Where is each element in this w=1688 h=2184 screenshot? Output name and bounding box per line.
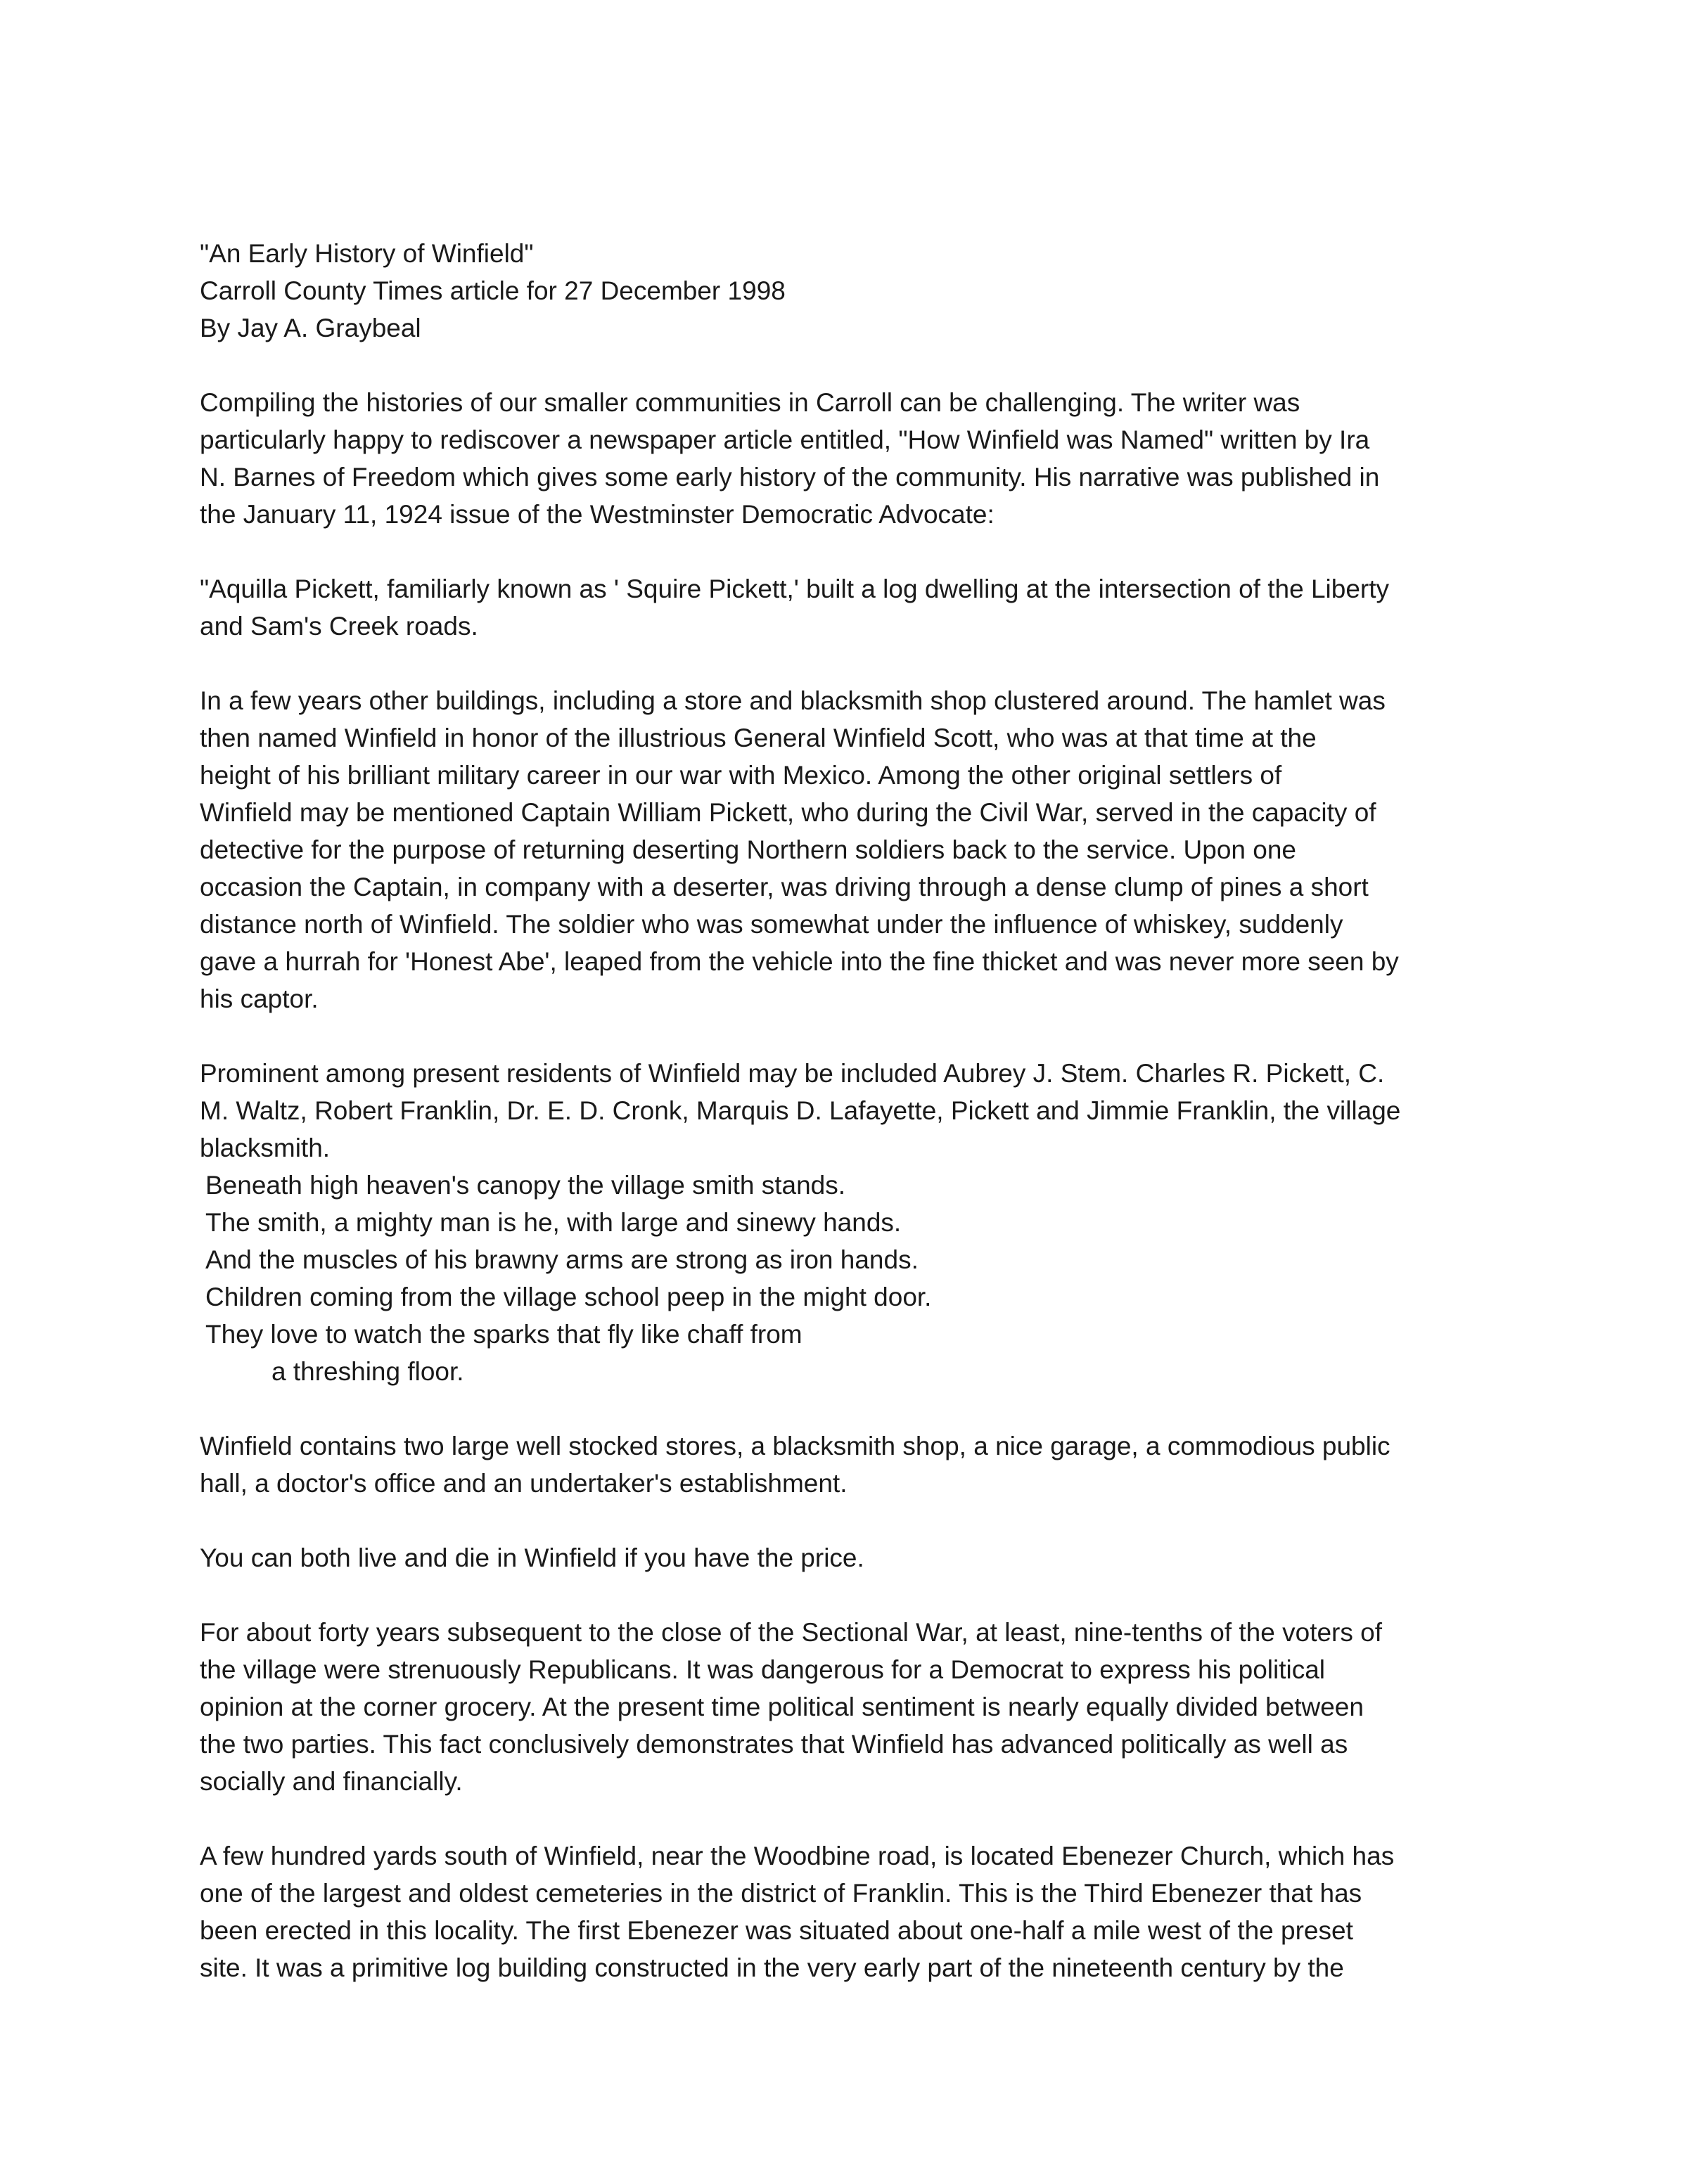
publication-line: Carroll County Times article for 27 December 1998 — [200, 276, 786, 305]
article-header — [200, 235, 1508, 347]
poem-line: The smith, a mighty man is he, with large and sinewy hands. — [205, 1208, 902, 1237]
paragraph-businesses: Winfield contains two large well stocked stores, a blacksmith shop, a nice garage, a commodious public hall, a doctor's office and an undertaker's establishment. — [200, 1432, 1390, 1498]
paragraph-live-and-die: You can both live and die in Winfield if you have the price. — [200, 1543, 864, 1572]
poem-line: Children coming from the village school peep in the might door. — [205, 1283, 932, 1311]
poem-line: Beneath high heaven's canopy the village smith stands. — [205, 1171, 846, 1200]
paragraph-politics: For about forty years subsequent to the close of the Sectional War, at least, nine-tenths of the voters of the village were strenuously Republicans. It was dangerous for a Democrat to express his political opinion at the corner grocery. At the present time political sentiment is nearly equally divided between the two parties. This fact conclusively demonstrates that Winfield has advanced politically as well as socially and financially. — [200, 1618, 1383, 1796]
paragraph-residents: Prominent among present residents of Winfield may be included Aubrey J. Stem. Charles R. Pickett, C. M. Waltz, Robert Franklin, Dr. E. D. Cronk, Marquis D. Lafayette, Pickett and Jimmie Franklin, the village blacksmith. — [200, 1059, 1401, 1162]
article-content — [200, 235, 1508, 2024]
paragraph-pickett-dwelling: "Aquilla Pickett, familiarly known as ' Squire Pickett,' built a log dwelling at the intersection of the Liberty and Sam's Creek roads. — [200, 574, 1390, 641]
poem-block — [200, 1167, 1508, 1390]
poem-line: a threshing floor. — [271, 1357, 464, 1386]
article-title: "An Early History of Winfield" — [200, 239, 534, 268]
poem-line: And the muscles of his brawny arms are strong as iron hands. — [205, 1245, 919, 1274]
paragraph-ebenezer-church: A few hundred yards south of Winfield, near the Woodbine road, is located Ebenezer Church, which has one of the largest and oldest cemeteries in the district of Franklin. This is the Third Ebenezer that has been erected in this locality. The first Ebenezer was situated about one-half a mile west of the preset site. It was a primitive log building constructed in the very early part of the nineteenth century by the — [200, 1842, 1395, 1982]
paragraph-intro: Compiling the histories of our smaller communities in Carroll can be challenging. The writer was particularly happy to rediscover a newspaper article entitled, "How Winfield was Named" written by Ira N. Barnes of Freedom which gives some early history of the community. His narrative was published in the January 11, 1924 issue of the Westminster Democratic Advocate: — [200, 388, 1380, 529]
poem-line: They love to watch the sparks that fly like chaff from — [205, 1320, 803, 1349]
paragraph-hamlet-naming: In a few years other buildings, including a store and blacksmith shop clustered around. The hamlet was then named Winfield in honor of the illustrious General Winfield Scott, who was at that time at the height of his brilliant military career in our war with Mexico. Among the other original settlers of Winfield may be mentioned Captain William Pickett, who during the Civil War, served in the capacity of detective for the purpose of returning deserting Northern soldiers back to the service. Upon one occasion the Captain, in company with a deserter, was driving through a dense clump of pines a short distance north of Winfield. The soldier who was somewhat under the influence of whiskey, suddenly gave a hurrah for 'Honest Abe', leaped from the vehicle into the fine thicket and was never more seen by his captor. — [200, 686, 1399, 1013]
byline: By Jay A. Graybeal — [200, 314, 421, 342]
